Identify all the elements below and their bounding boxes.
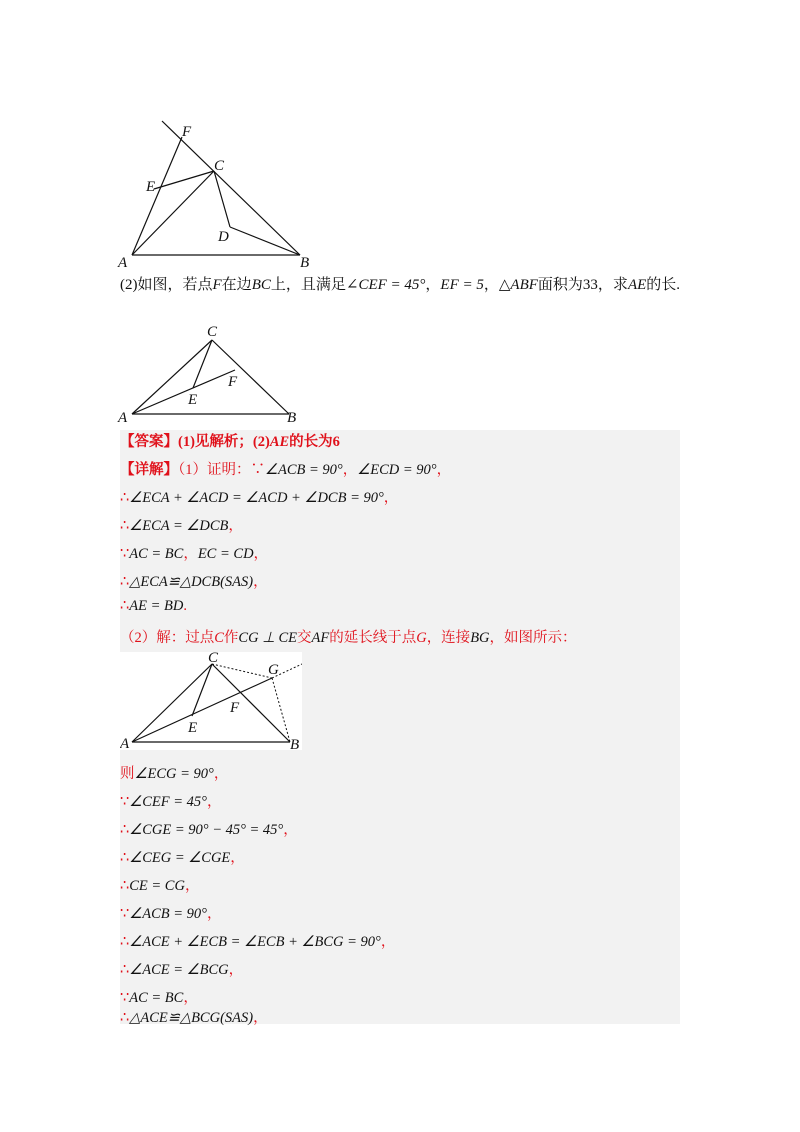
- label-c: C: [214, 158, 225, 174]
- detail-line-3: ∴∠ECA = ∠DCB，: [120, 518, 243, 534]
- segment-cb: [212, 340, 289, 414]
- label-f: F: [230, 700, 240, 716]
- part2-line-4: ∴∠CEG = ∠CGE，: [120, 850, 245, 866]
- label-d: D: [218, 229, 229, 245]
- segment-ag: [132, 678, 272, 742]
- label-a: A: [118, 410, 128, 426]
- detail-line-5: ∴△ECA≌△DCB(SAS)，: [120, 574, 268, 590]
- label-f: F: [182, 124, 192, 140]
- segment-ce: [192, 664, 212, 716]
- label-a: A: [118, 255, 128, 271]
- dotted-cg: [212, 664, 272, 678]
- figure-3: [120, 652, 302, 750]
- figure-2: [115, 322, 305, 427]
- part2-intro-line: （2）解：过点C作CG ⊥ CE交AF的延长线于点G，连接BG，如图所示：: [120, 630, 577, 646]
- label-a: A: [120, 736, 130, 750]
- part2-line-10: ∴△ACE≌△BCG(SAS)，: [120, 1010, 268, 1026]
- part2-line-5: ∴CE = CG，: [120, 878, 200, 894]
- segment-af: [132, 370, 235, 414]
- part2-line-3: ∴∠CGE = 90° − 45° = 45°，: [120, 822, 298, 838]
- part2-line-1: 则∠ECG = 90°，: [120, 766, 229, 782]
- part2-line-8: ∴∠ACE = ∠BCG，: [120, 962, 244, 978]
- line-through-f-c-b: [162, 121, 300, 255]
- label-e: E: [188, 720, 198, 736]
- part2-line-9: ∵AC = BC，: [120, 990, 198, 1006]
- detail-line-6: ∴AE = BD.: [120, 598, 187, 614]
- segment-ac: [132, 340, 212, 414]
- label-b: B: [300, 255, 310, 271]
- label-c: C: [208, 652, 219, 666]
- segment-db: [230, 227, 300, 255]
- segment-ac: [132, 664, 212, 742]
- label-b: B: [290, 737, 300, 750]
- detail-line-1: 【详解】（1）证明：∵∠ACB = 90°，∠ECD = 90°，: [120, 462, 452, 478]
- part2-line-2: ∵∠CEF = 45°，: [120, 794, 222, 810]
- figure-1: [110, 115, 320, 275]
- detail-line-2: ∴∠ECA + ∠ACD = ∠ACD + ∠DCB = 90°，: [120, 490, 399, 506]
- solution-panel: [120, 430, 680, 1024]
- detail-line-4: ∵AC = BC，EC = CD，: [120, 546, 269, 562]
- answer-line: 【答案】(1)见解析；(2)AE的长为6: [120, 434, 340, 450]
- part2-line-7: ∴∠ACE + ∠ECB = ∠ECB + ∠BCG = 90°，: [120, 934, 396, 950]
- segment-af: [132, 137, 182, 255]
- part2-line-6: ∵∠ACB = 90°，: [120, 906, 222, 922]
- label-b: B: [287, 410, 297, 426]
- label-e: E: [146, 179, 156, 195]
- label-c: C: [207, 324, 218, 340]
- label-f: F: [228, 374, 238, 390]
- label-e: E: [188, 392, 198, 408]
- problem-part-2: (2)如图，若点F在边BC上，且满足∠CEF = 45°，EF = 5，△ABF面积为33，求AE的长.: [120, 277, 681, 293]
- label-g: G: [268, 662, 279, 678]
